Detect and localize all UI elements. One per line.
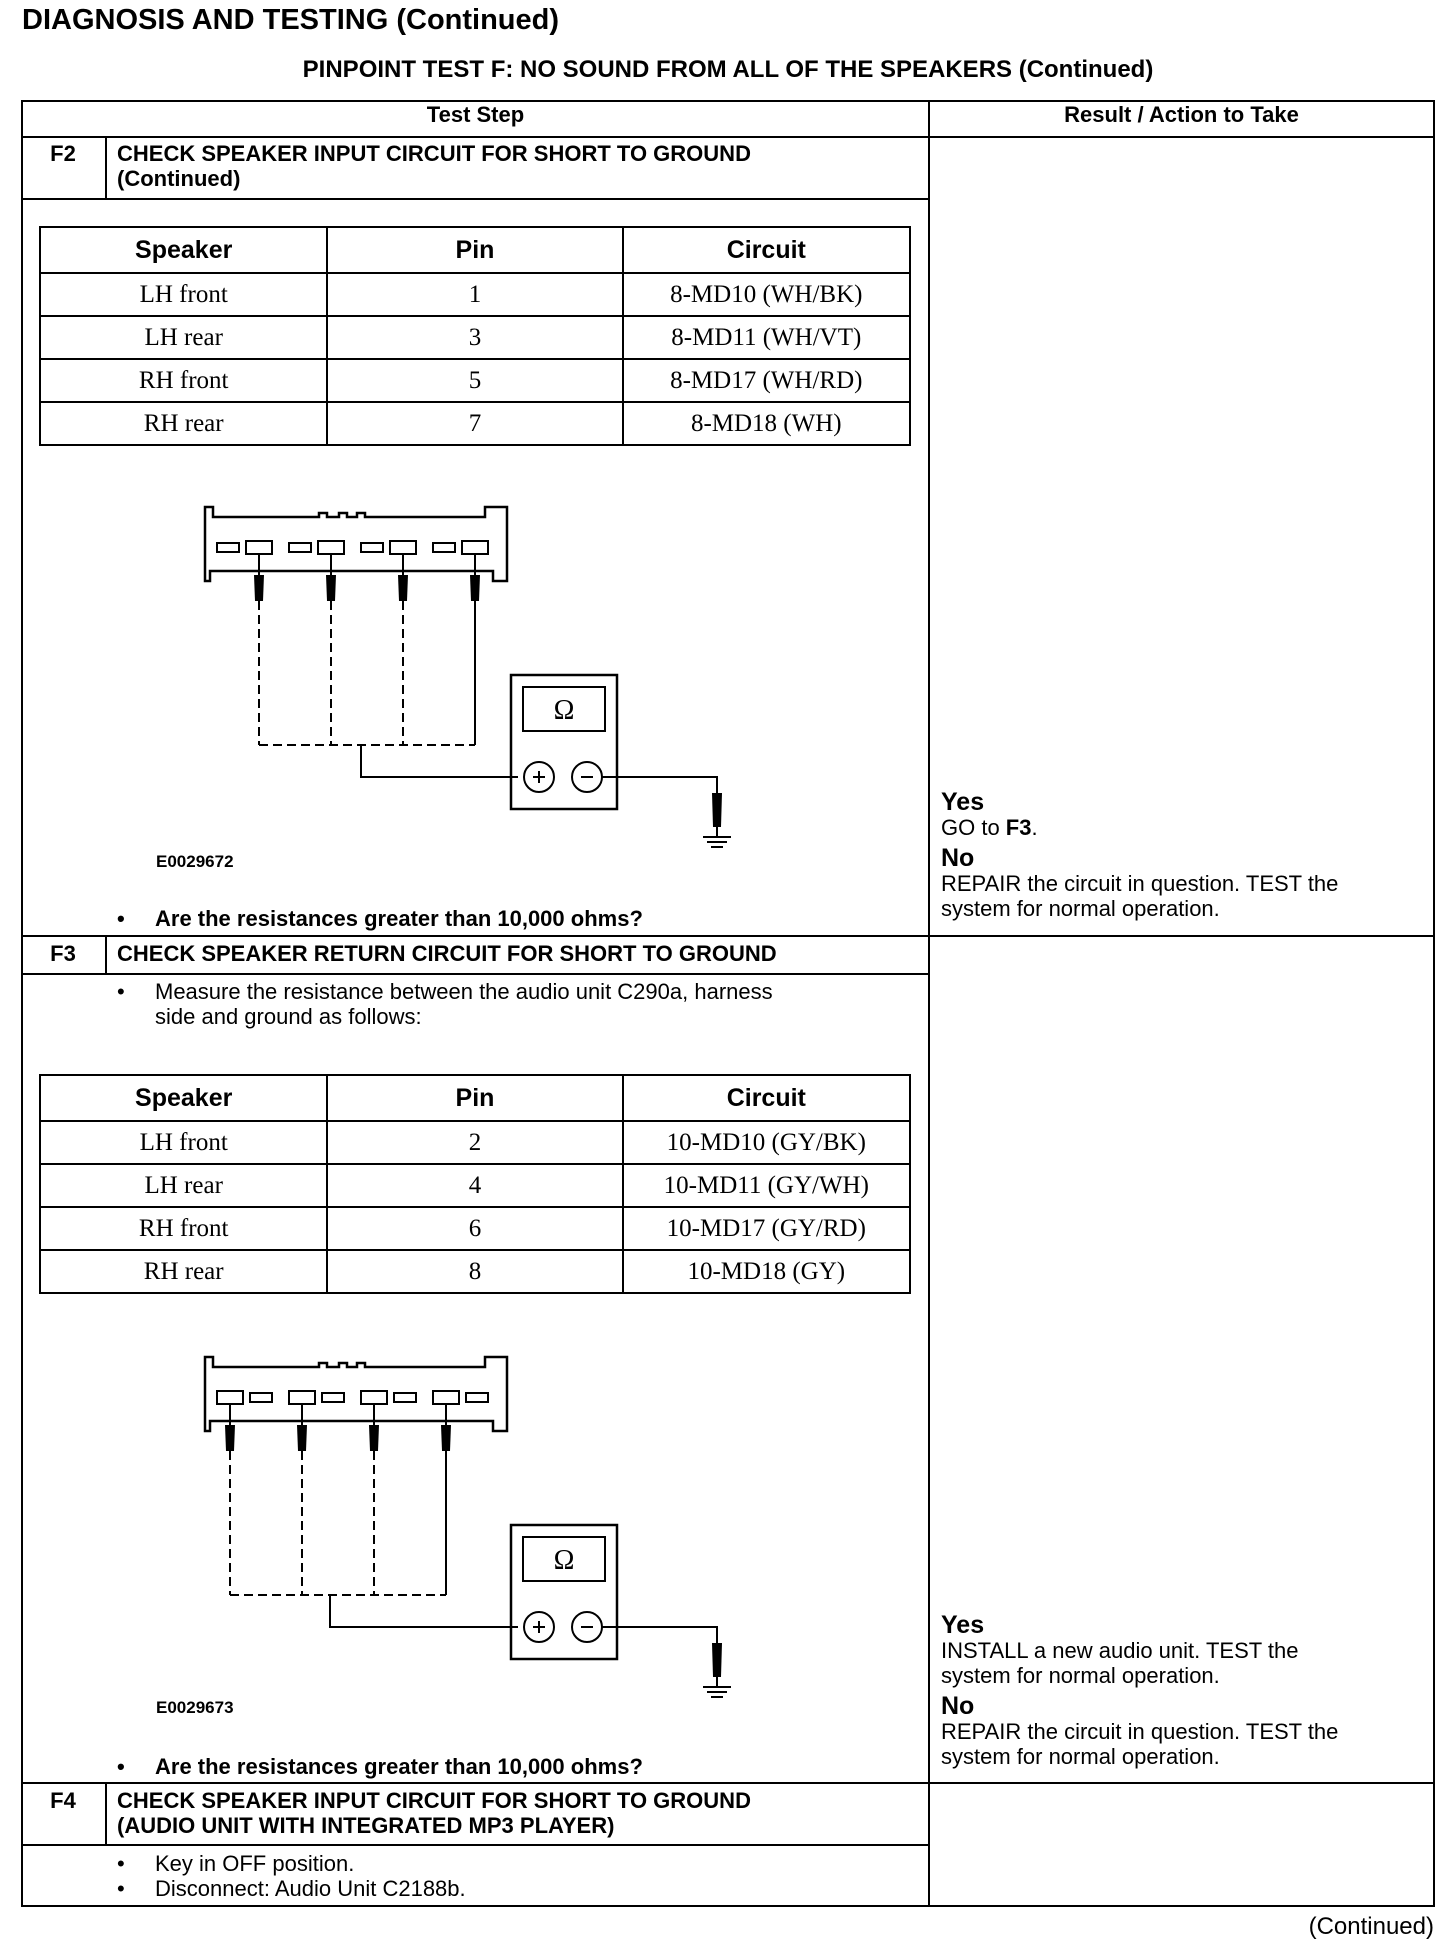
table-row (40, 273, 910, 316)
col-pin: Pin (327, 227, 622, 273)
ohm-symbol: Ω (553, 695, 575, 726)
page-subtitle: PINPOINT TEST F: NO SOUND FROM ALL OF THE SPEAKERS (Continued) (302, 56, 1154, 83)
speaker-cell: RH rear (40, 1250, 327, 1293)
pin-cell: 6 (327, 1207, 622, 1250)
col-speaker: Speaker (40, 1075, 327, 1121)
pin-cell: 2 (327, 1121, 622, 1164)
pin-cell: 8 (327, 1250, 622, 1293)
speaker-cell: LH rear (40, 316, 327, 359)
circuit-cell: 10-MD11 (GY/WH) (623, 1164, 910, 1207)
circuit-cell: 10-MD17 (GY/RD) (623, 1207, 910, 1250)
col-circuit: Circuit (623, 1075, 910, 1121)
f3-yes-label: Yes (941, 1611, 985, 1639)
circuit-cell: 8-MD10 (WH/BK) (623, 273, 910, 316)
f3-connector-diagram (195, 1355, 595, 1705)
pin-cell: 4 (327, 1164, 622, 1207)
pin-cell: 1 (327, 273, 622, 316)
step-heading-f2: CHECK SPEAKER INPUT CIRCUIT FOR SHORT TO GROUND (Continued) (117, 141, 751, 191)
f2-yes-action: GO to F3. (941, 815, 1038, 840)
f2-no-action: REPAIR the circuit in question. TEST the system for normal operation. (941, 871, 1339, 921)
col-circuit: Circuit (623, 227, 910, 273)
speaker-cell: RH front (40, 1207, 327, 1250)
f2-connector-diagram (195, 505, 595, 855)
table-row (40, 402, 910, 445)
f4-bullet: • Disconnect: Audio Unit C2188b. (117, 1876, 466, 1901)
speaker-cell: LH front (40, 1121, 327, 1164)
table-header-row (40, 1075, 910, 1121)
f2-pin-table (39, 226, 911, 446)
page-title: DIAGNOSIS AND TESTING (Continued) (22, 4, 560, 36)
table-row (40, 316, 910, 359)
f2-result (941, 790, 1338, 921)
header-test-step: Test Step (426, 102, 525, 127)
table-row (40, 1121, 910, 1164)
pin-cell: 5 (327, 359, 622, 402)
step-id-f4: F4 (50, 1788, 76, 1813)
col-speaker: Speaker (40, 227, 327, 273)
circuit-cell: 8-MD17 (WH/RD) (623, 359, 910, 402)
col-pin: Pin (327, 1075, 622, 1121)
pin-cell: 3 (327, 316, 622, 359)
speaker-cell: LH front (40, 273, 327, 316)
f3-question: • Are the resistances greater than 10,000 ohms? (117, 1754, 643, 1779)
circuit-cell: 8-MD18 (WH) (623, 402, 910, 445)
table-row (40, 359, 910, 402)
f4-bullet: • Key in OFF position. (117, 1851, 355, 1876)
circuit-cell: 8-MD11 (WH/VT) (623, 316, 910, 359)
circuit-cell: 10-MD10 (GY/BK) (623, 1121, 910, 1164)
step-id-f3: F3 (50, 941, 76, 966)
step-heading-f4: CHECK SPEAKER INPUT CIRCUIT FOR SHORT TO GROUND (AUDIO UNIT WITH INTEGRATED MP3 PLAYER) (117, 1788, 751, 1838)
speaker-cell: LH rear (40, 1164, 327, 1207)
f2-yes-label: Yes (941, 788, 985, 816)
table-row (40, 1164, 910, 1207)
f3-instruction: • Measure the resistance between the audio unit C290a, harness side and ground as follows: (117, 979, 773, 1029)
table-row (40, 1207, 910, 1250)
continued-note: (Continued) (1308, 1913, 1434, 1940)
f2-question: • Are the resistances greater than 10,000 ohms? (117, 906, 643, 931)
f3-figure-id: E0029673 (156, 1698, 234, 1717)
speaker-cell: RH rear (40, 402, 327, 445)
speaker-cell: RH front (40, 359, 327, 402)
table-header-row (40, 227, 910, 273)
f3-result (941, 1613, 1338, 1769)
f3-pin-table (39, 1074, 911, 1294)
circuit-cell: 10-MD18 (GY) (623, 1250, 910, 1293)
header-result: Result / Action to Take (1064, 102, 1299, 127)
f2-figure-id: E0029672 (156, 852, 234, 871)
f3-no-action: REPAIR the circuit in question. TEST the system for normal operation. (941, 1719, 1339, 1769)
step-heading-f3: CHECK SPEAKER RETURN CIRCUIT FOR SHORT TO GROUND (117, 941, 777, 966)
table-row (40, 1250, 910, 1293)
f2-no-label: No (941, 844, 975, 872)
step-id-f2: F2 (50, 141, 76, 166)
ohm-symbol: Ω (553, 1545, 575, 1576)
pin-cell: 7 (327, 402, 622, 445)
f3-no-label: No (941, 1692, 975, 1720)
f3-yes-action: INSTALL a new audio unit. TEST the system for normal operation. (941, 1638, 1299, 1688)
